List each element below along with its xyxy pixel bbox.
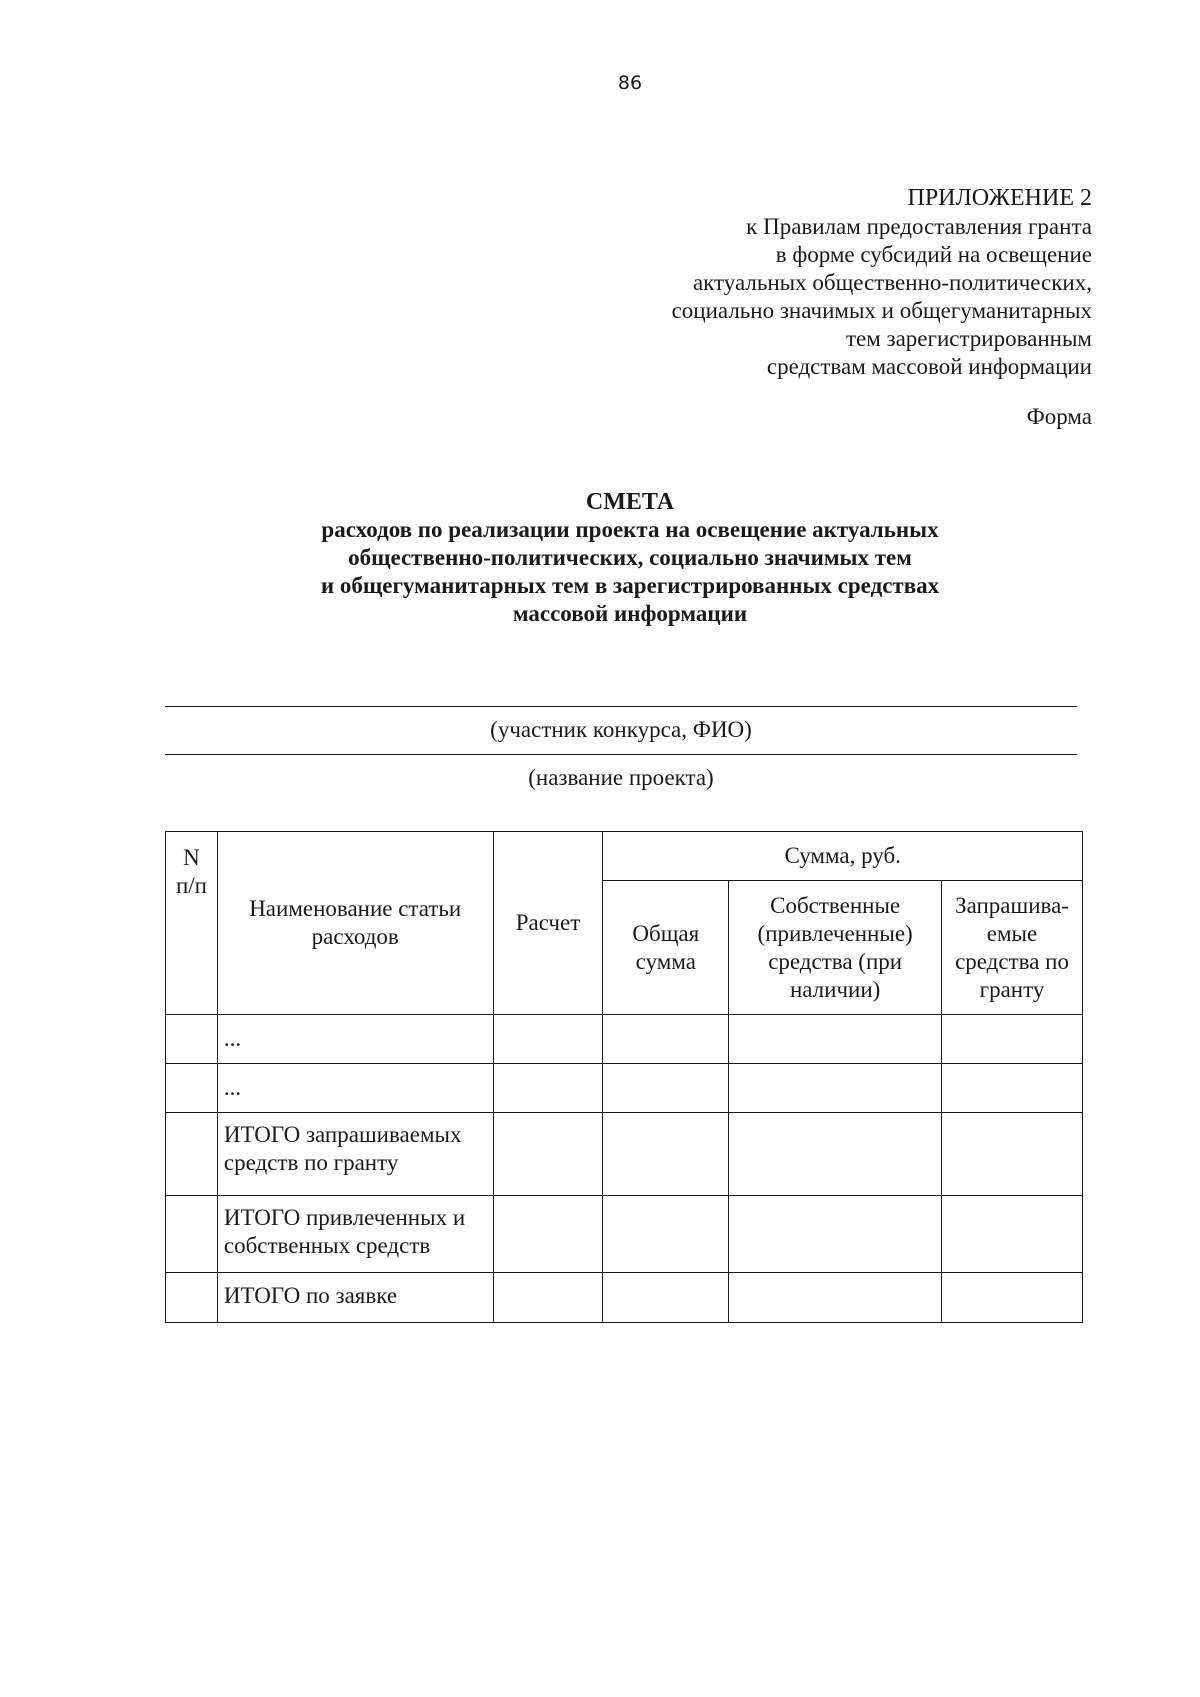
row-number-cell: [166, 1015, 218, 1064]
header-number-line: N: [183, 845, 200, 870]
header-requested-funds-line: гранту: [979, 976, 1045, 1002]
row-item-name-line: собственных средств: [223, 1233, 431, 1258]
header-number-line: п/п: [175, 873, 207, 898]
document-subtitle-line: расходов по реализации проекта на освещение актуальных: [321, 517, 939, 542]
document-title: СМЕТА: [585, 489, 675, 515]
project-field: [165, 754, 1077, 791]
row-requested-cell: [942, 1064, 1083, 1113]
row-item-name: [217, 1113, 493, 1196]
row-calculation-cell: [493, 1196, 603, 1273]
header-sum-group-label: Сумма, руб.: [784, 843, 901, 868]
header-requested-funds-line: Запрашива-: [955, 892, 1069, 918]
table-row: [166, 1113, 1083, 1196]
row-requested-cell: [942, 1196, 1083, 1273]
row-total-cell: [603, 1015, 729, 1064]
header-own-funds-line: наличии): [789, 976, 881, 1002]
appendix-line: тем зарегистрированным: [845, 326, 1092, 351]
row-item-name-line: ИТОГО по заявке: [223, 1283, 398, 1308]
row-item-name-line: ...: [223, 1075, 242, 1100]
appendix-block: [672, 183, 1092, 381]
header-item-name-line: расходов: [311, 924, 399, 949]
table-row: [166, 1273, 1083, 1323]
document-subtitle-line: и общегуманитарных тем в зарегистрированных средствах: [320, 573, 940, 598]
form-label: Форма: [1026, 404, 1092, 429]
row-item-name-line: ...: [223, 1026, 242, 1051]
appendix-line: средствам массовой информации: [766, 354, 1092, 379]
header-calculation-label: Расчет: [515, 910, 581, 935]
document-title-block: [0, 488, 1200, 628]
table-row: [166, 1196, 1083, 1273]
row-calculation-cell: [493, 1273, 603, 1323]
document-subtitle-line: массовой информации: [512, 601, 748, 626]
table-row: [166, 1064, 1083, 1113]
header-sum-group: [603, 832, 1083, 881]
appendix-line: к Правилам предоставления гранта: [746, 214, 1092, 239]
row-requested-cell: [942, 1015, 1083, 1064]
row-total-cell: [603, 1064, 729, 1113]
row-item-name-line: средств по гранту: [223, 1150, 399, 1175]
row-total-cell: [603, 1196, 729, 1273]
row-number-cell: [166, 1196, 218, 1273]
row-calculation-cell: [493, 1064, 603, 1113]
header-calculation: [493, 832, 603, 1015]
row-item-name: [217, 1064, 493, 1113]
row-requested-cell: [942, 1273, 1083, 1323]
header-item-name-line: Наименование статьи: [249, 896, 462, 921]
row-total-cell: [603, 1113, 729, 1196]
header-own-funds-line: Собственные: [770, 892, 901, 918]
appendix-line: в форме субсидий на освещение: [775, 242, 1092, 267]
row-number-cell: [166, 1273, 218, 1323]
row-item-name-line: ИТОГО запрашиваемых: [223, 1122, 462, 1147]
page-number: 86: [617, 72, 643, 94]
header-total-sum-line: сумма: [635, 948, 696, 974]
row-item-name: [217, 1015, 493, 1064]
row-own-funds-cell: [729, 1273, 942, 1323]
row-own-funds-cell: [729, 1015, 942, 1064]
document-subtitle-line: общественно-политических, социально значимых тем: [348, 545, 912, 570]
header-number: [166, 832, 218, 1015]
appendix-line: актуальных общественно-политических,: [692, 270, 1092, 295]
row-number-cell: [166, 1064, 218, 1113]
project-caption: (название проекта): [528, 765, 714, 790]
participant-caption: (участник конкурса, ФИО): [490, 717, 752, 742]
header-own-funds-line: средства (при: [768, 948, 903, 974]
row-number-cell: [166, 1113, 218, 1196]
row-item-name-line: ИТОГО привлеченных и: [223, 1205, 466, 1230]
header-item-name: [217, 832, 493, 1015]
estimate-table: [165, 831, 1083, 1323]
row-item-name: [217, 1196, 493, 1273]
table-row: [166, 1015, 1083, 1064]
header-total-sum-line: Общая: [632, 920, 700, 946]
row-requested-cell: [942, 1113, 1083, 1196]
header-total-sum: [603, 881, 729, 1015]
header-own-funds: [729, 881, 942, 1015]
row-total-cell: [603, 1273, 729, 1323]
appendix-title: ПРИЛОЖЕНИЕ 2: [907, 185, 1092, 211]
header-own-funds-line: (привлеченные): [757, 920, 913, 946]
header-requested-funds: [942, 881, 1083, 1015]
appendix-line: социально значимых и общегуманитарных: [671, 298, 1092, 323]
row-own-funds-cell: [729, 1113, 942, 1196]
header-requested-funds-line: емые: [986, 920, 1038, 946]
header-requested-funds-line: средства по: [955, 948, 1069, 974]
row-own-funds-cell: [729, 1196, 942, 1273]
row-calculation-cell: [493, 1113, 603, 1196]
row-own-funds-cell: [729, 1064, 942, 1113]
participant-field: [165, 706, 1077, 743]
row-calculation-cell: [493, 1015, 603, 1064]
row-item-name: [217, 1273, 493, 1323]
